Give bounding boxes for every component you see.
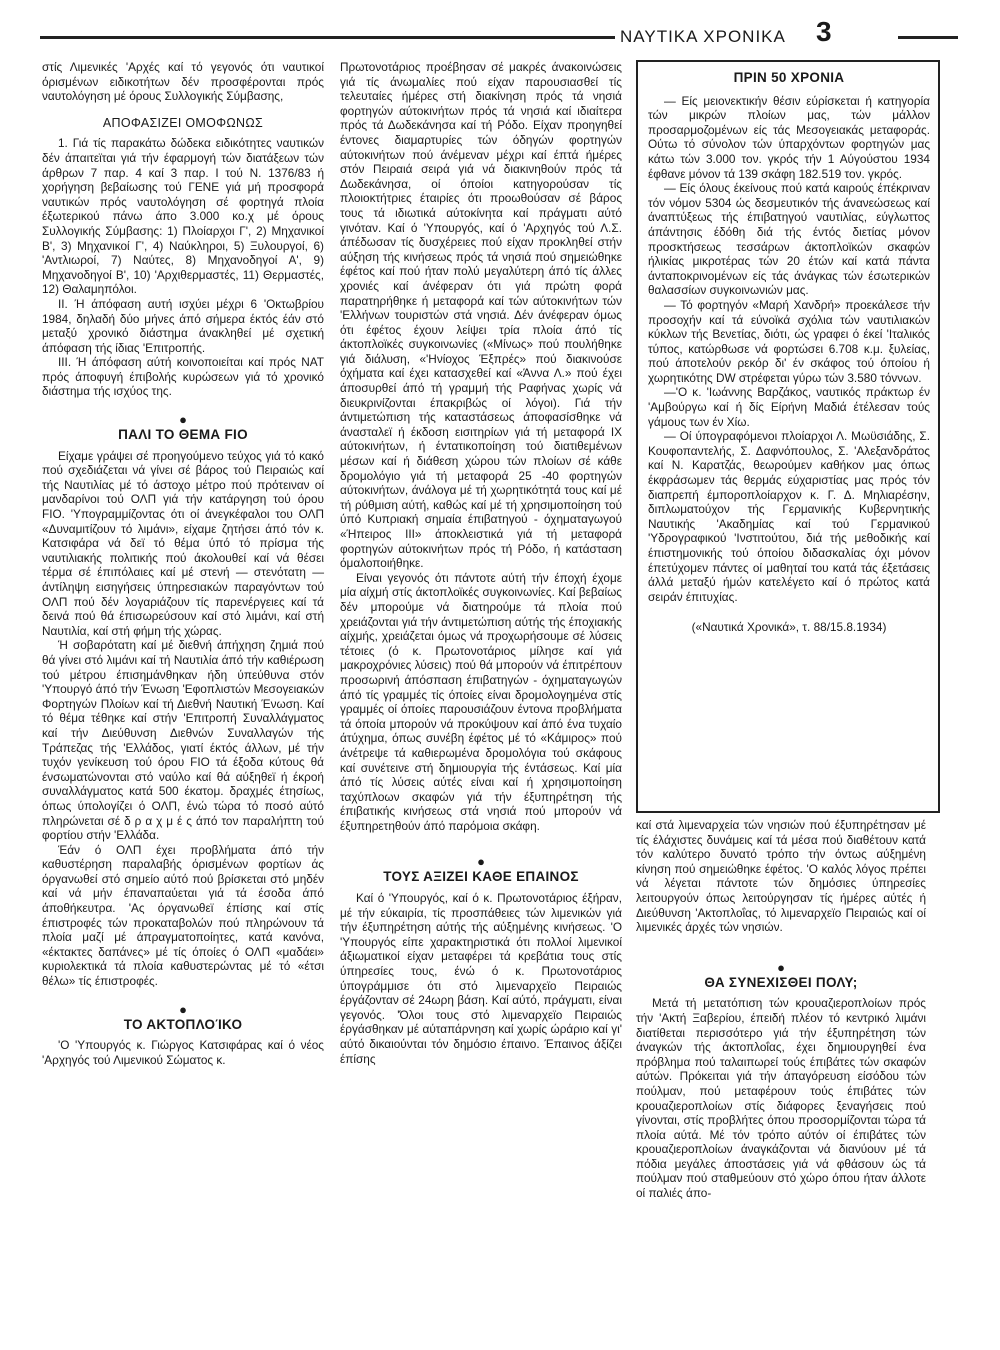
column-1	[42, 60, 324, 1067]
paragraph: — Τό φορτηγόν «Μαρή Χανδρή» προεκάλεσε τήν προσοχήν καί τά εύνοϊκά σχόλια τών ναυτιλιακών κύκλων τής Βενετίας, διότι, ώς γραφει ό έκεί 'Ιταλικός τύπος, κατώρθωσε νά φορτώσει 6.708 κ.μ. ξυλείας, πού άποτελούν ρεκόρ δι' έν σκάφος τού όποίου ή χωρητικότης DW στρέφεται γύρω τών 3.580 τόννων.	[648, 297, 930, 385]
header-rule	[40, 36, 615, 39]
paragraph: καί στά λιμεναρχεία τών νησιών πού έξυπηρέτησαν μέ τίς έλάχιστες δυνάμεις καί τά μέσα πού διαθέτουν κατά τόν καλύτερο δυνατό τρόπο τήν όντως αύξημένη κίνηση πού σημειώθηκε έφέτος. 'Ο καλός λόγος πρέπει νά λέγεται πάντοτε τών δημόσιες ύπηρεσίες λειτουργούν όπως λειτούργησαν τίς ήμέρες αύτές ή Διεύθυνση 'Ακτοπλοΐας, τό λιμεναρχεϊο Πειραιώς καί οί λιμενικές άρχές τών νησιών.	[636, 818, 926, 935]
paragraph: Πρωτονοτάριος προέβησαν σέ μακρές άνακοινώσεις γιά τίς άνωμαλίες πού είχαν παρουσιασθεί τίς τελευταίες ήμέρες στή διακίνηση πρός τά νησιά φορτηγών αύτοκινήτων πρός τά νησιά καί ιδιαίτερα πρός τά Δωδεκάνησα καί τή Ρόδο. Είχαν προηγηθεί έντονες διαμαρτυρίες τών όδηγών φορτηγών αύτοκινήτων πού άνέμεναν μέχρι καί έπτά ήμέρες στόν Πειραιά σειρά γιά νά διακινηθούν πρός τά Δωδεκάνησα, οί όποίοι κατηγορούσαν τίς πλοιοκτήτριες έταιρίες ότι προωθούσαν σέ βάρος τους τά ιδιωτικά αύτοκίνητα καί πράγματι αύτό γινόταν. Καί ό 'Υπουργός, καί ό 'Αρχηγός τού Λ.Σ. άπέδωσαν τίς δυσχέρειες πού είχαν προκληθεί στήν αύξηση τής κινήσεως πρός τά νησιά πού σημειώθηκε έφέτος καί πού ήταν πολύ μεγαλύτερη άπό τίς άλλες χρονιές καί άνέφεραν ότι γιά πρώτη φορά παρατηρήθηκε ή μεταφορά καί τών αύτοκινήτων τών 'Ελλήνων τουριστών στά νησιά. Δέν άνέφεραν όμως ότι έφέτος έχουν λείψει τρία πλοία άπό τίς άκτοπλοϊκές συγκοινωνίες («Μίνως» πού πουλήθηκε γιά διάλυση, «'Ηνίοχος Έξπρές» πού διακινούσε όχήματα καί έχει κατασχεθεί καί «Άννα Λ.» πού έχει άποσυρθεί άπό τή γραμμή τής Ραφήνας χωρίς νά διευκρινίζονται έπακριβώς οί λόγοι). Γιά τήν άντιμετώπιση τής καταστάσεως άποφασίσθηκε νά άνασταλεϊ ή έκδοση εισιτηρίων γιά τή μεταφορά ΙΧ αύτοκινήτων, ή έντατικοποίηση τού διατιθεμένων μέσων καί ή διάθεση χώρου τών πλοίων σέ κάθε δρομολόγιο γιά τή μεταφορά 25 -40 φορτηγών αύτοκινήτων, άνάλογα μέ τή χωρητικότητά τους καί μέ τή ρύθμιση αύτή, καθώς καί μέ τή χρησιμοποίηση τού ύπό Κυπριακή σημαία έπιβατηγού - όχηματαγωγού «Ήπειρος ΙΙΙ» άποκλειστικά γιά τή μεταφορά φορτηγών αύτοκινήτων πρός τή Ρόδο, ή κατάσταση όμαλοποιήθηκε.	[340, 60, 622, 571]
paragraph: 'Ο 'Υπουργός κ. Γιώργος Κατσιφάρας καί ό νέος 'Αρχηγός τού Λιμενικού Σώματος κ.	[42, 1038, 324, 1067]
paragraph: — Είς όλους έκείνους πού κατά καιρούς έπέκριναν τόν νόμον 5304 ώς δεσμευτικόν τής άνανεώσεως καί άναπτύξεως τής έπιβατηγού ναυτιλίας, εύγλωττος άπάντησις έδόθη διά τής έντός διετίας μόνον προσκτήσεως τεσσάρων άκτοπλοϊκών σκαφών ήλικίας μικροτέρας τών 20 έτών καί κατά πάντα άνταποκρινομένων είς τάς άνάγκας τών έσωτερικών θαλασσίων συγκοινωνιών μας.	[648, 181, 930, 298]
bullet-separator: ●	[777, 959, 785, 975]
article-heading-fio: ΠΑΛΙ ΤΟ ΘΕΜΑ FIO	[118, 427, 248, 443]
paragraph: Έάν ό ΟΛΠ έχει προβλήματα άπό τήν καθυστέρηση παραλαβής όρισμένων φορτίων άς όργανωθεί στό σημείο αύτό πού βρίσκεται στό μηδέν καί νά μήν έπαναπαύεται γιά τά έσοδα άπό άποθήκευτρα. 'Ας όργανωθεϊ έπίσης καί στίς έπιστροφές τών προκαταβολών πού πληρώνουν τά πλοία μαζί μέ άπραγματοποίητες, κατά κανόνα, «έκτακτες δαπάνες» μέ τίς όποίες ό ΟΛΠ «μαδάει» κυριολεκτικά τά πλοία καθυστερώντας μέ τό «έτσι θέλω» τίς έπιστροφές.	[42, 842, 324, 989]
page-header	[30, 14, 970, 48]
publication-title: ΝΑΥΤΙΚΑ ΧΡΟΝΙΚΑ	[620, 27, 786, 46]
bullet-separator: ●	[179, 412, 187, 428]
column-3	[636, 818, 926, 1201]
paragraph: Ή σοβαρότατη καί μέ διεθνή άπήχηση ζημιά πού θά γίνει στό λιμάνι καί τή Ναυτιλία άπό τήν καθιέρωση τού μέτρου έπισημάνθηκαν ήδη ύπεύθυνα στόν 'Υπουργό άπό τήν Ένωση 'Εφοπλιστών Μεσογειακών Φορτηγών Πλοίων καί τή Διεθνή Ναυτική Ένωση. Καί τό θέμα τέθηκε καί στήν 'Επιτροπή Συναλλάγματος καί τήν Διεύθυνση Διεθνών Συναλλαγών τής Τράπεζας τής 'Ελλάδος, γιατί έκτός άλλων, μέ τήν τυχόν γενίκευση τού όρου FIO τά έξοδα κύτους θά ένσωματώνονται στό ναύλο καί θά αύξηθεϊ ή έκροή συναλλάγματος κατά 500 έκατομ. δραχμές έτησίως, όπως ύπολογίζει ό ΟΛΠ, ένώ τώρα τό ποσό αύτό πληρώνεται σέ δ ρ α χ μ έ ς άπό τον παραλήπτη τού φορτίου στήν 'Ελλάδα.	[42, 638, 324, 843]
article-heading-cruise: ΘΑ ΣΥΝΕΧΙΣΘΕΙ ΠΟΛΥ;	[704, 974, 858, 990]
article-heading-coastal: ΤΟ ΑΚΤΟΠΛΟΊΚΟ	[123, 1016, 243, 1032]
paragraph: —'Ο κ. 'Ιωάννης Βαρζάκος, ναυτικός πράκτωρ έν 'Αμβούργω καί ή δίς Είρήνη Μαδιά έτέλεσαν τούς γάμους των έν Χίω.	[648, 385, 930, 429]
paragraph: II. Ή άπόφαση αυτή ισχύει μέχρι 6 'Οκτωβρίου 1984, δηλαδή δύο μήνες άπό σήμερα έκτός έάν στό μεταξύ χρονικό διάστημα άνακληθεί μέ σχετική άπόφαση τής ίδιας 'Επιτροπής.	[42, 296, 324, 355]
sidebar-credit: («Ναυτικά Χρονικά», τ. 88/15.8.1934)	[691, 620, 887, 635]
paragraph: στίς Λιμενικές 'Αρχές καί τό γεγονός ότι ναυτικοί όρισμένων ειδικοτήτων δέν προσφέρονται πρός ναυτολόγηση μέ όρους Συλλογικής Σύμβασης,	[42, 60, 324, 104]
paragraph: Μετά τή μετατόπιση τών κρουαζιεροπλοίων πρός τήν 'Ακτή Ξαβερίου, έπειδή πλέον τό κεντρικό λιμάνι διατίθεται περισσότερο γιά τήν έξυπηρέτηση τών άναγκών τής άκτοπλοΐας, έχει δημιουργηθεί ένα πρόβλημα πού ταλαιπωρεί τούς έπιβάτες τών σκαφών αύτών. Πρόκειται γιά τήν άπαγόρευση είσόδου τών πούλμαν, πού μεταφέρουν τούς έπιβάτες τών κρουαζιεροπλοίων στίς διάφορες ξεναγήσεις πού γίνονται, στίς προβλήτες όπου προσορμίζονται τώρα τά πλοία αύτά. Μέ τόν τρόπο αύτόν οί έπιβάτες τών κρουαζιεροπλοίων άναγκάζονται νά διανύουν μέ τά πόδια μεγάλες άποστάσεις γιά νά φθάσουν ώς τά πούλμαν πού σταθμεύουν στό χώρο όπου ήταν άλλοτε οί παλιές άπο-	[636, 996, 926, 1201]
sidebar-heading: ΠΡΙΝ 50 ΧΡΟΝΙΑ	[733, 70, 845, 85]
paragraph: Είχαμε γράψει σέ προηγούμενο τεύχος γιά τό κακό πού σχεδιάζεται νά γίνει σέ βάρος τού Πειραιώς καί τής Ναυτιλίας μέ τό άστοχο μέτρο πού πρότειναν οί μανδαρίνοι τού ΟΛΠ γιά τήν κατάργηση τού όρου FIO. 'Υπογραμμίζοντας ότι οί άνεγκέφαλοι του ΟΛΠ «Δυναμιτίζουν τό λιμάνι», είχαμε ζητήσει άπό τόν κ. Κατσιφάρα νά δεϊ τό θέμα ύπό τό πρίσμα τής ναυτιλιακής πολιτικής πού άκολουθεί καί νά θέσει τέρμα σέ έπιπόλαιες καί μέ στενή — στενότατη — άντίληψη εισηγήσεις ύπηρεσιακών παραγόντων τού ΟΛΠ πού δέν λογαριάζουν τίς παρενέργειες καί τά δεινά πού θά έπισωρεύσουν καί στό λιμάνι, καί στή Ναυτιλία, καί στή φήμη τής χώρας.	[42, 448, 324, 638]
decision-heading: ΑΠΟΦΑΣΙΖΕΙ ΟΜΟΦΩΝΩΣ	[102, 115, 264, 130]
bullet-separator: ●	[179, 1001, 187, 1017]
header-rule-right	[898, 36, 958, 39]
paragraph: III. Ή άπόφαση αύτή κοινοποιείται καί πρός ΝΑΤ πρός άποφυγή έπιβολής κυρώσεων γιά τό χρονικό διάστημα τής ισχύος της.	[42, 355, 324, 399]
bullet-separator: ●	[477, 854, 485, 870]
paragraph: 1. Γιά τίς παρακάτω δώδεκα ειδικότητες ναυτικών δέν άπαιτεϊται γιά τήν έφαρμογή τών διατάξεων τών άρθρων 7 παρ. 4 καί 3 παρ. Ι τού Ν. 1376/83 ή χορήγηση βεβαίωσης τού ΓΕΝΕ γιά μή προσφορά ναυτικών πρός ναυτολόγηση σέ φορτηγά πλοία έξωτερικού πάνω άπο 3.000 κο.χ μέ όρους Συλλογικής Σύμβασης: 1) Πλοίαρχοι Γ', 2) Μηχανικοί Β', 3) Μηχανικοί Γ', 4) Ναύκληροι, 5) Ξυλουργοί, 6) 'Αντλιωροί, 7) Ναύτες, 8) Μηχανοδηγοί Α', 9) Μηχανοδηγοί Β', 10) 'Αρχιθερμαστές, 11) Θερμαστές, 12) Θαλαμηπόλοι.	[42, 136, 324, 297]
page-number: 3	[816, 16, 832, 47]
sidebar-box-50-years	[636, 60, 940, 813]
paragraph: — Οί ύπογραφόμενοι πλοίαρχοι Λ. Μωϋσιάδης, Σ. Κουφοπαντελής, Σ. Δαφνόπουλος, Σ. 'Αλεξανδράτος καί Ν. Καρατζάς, θεωρούμεν καθήκον μας όπως έκφράσωμεν τάς θερμάς εύχαριστίας μας πρός τόν διαπρεπή έμποροπλοίαρχον κ. Γ. Δ. Μηλιαρέσην, διπλωματούχον τής Γερμανικής Κυβερνητικής Ναυτικής 'Ακαδημίας καί τού Γερμανικού 'Υδρογραφικού 'Ινστιτούτου, διά τής μεθοδικής καί έπιστημονικής τού όποίου διδασκαλίας όχι μόνον έπετύχομεν πάντες οί μαθηταί του κατά τάς έξετάσεις άλλά μεταξύ ήμών κατελέγετο καί ό πρώτος κατά σειράν έπιτυχίας.	[648, 429, 930, 604]
paragraph: — Είς μειονεκτικήν θέσιν εύρίσκεται ή κατηγορία τών μικρών πλοίων μας, τών μάλλον προσαρμοζομένων είς τάς Μεσογειακάς μεταφοράς. Ούτω τό σύνολον τών ύπαρχόντων φορτηγών μας κάτω τών 3.000 τον. γκρός τήν 1 Αύγούστου 1934 έφθανε μόνον τά 139 σκάφη 182.519 τον. γκρός.	[648, 93, 930, 181]
paragraph: Καί ό 'Υπουργός, καί ό κ. Πρωτονοτάριος έξήραν, μέ τήν εύκαιρία, τίς προσπάθειες τών λιμενικών γιά τήν έξυπηρέτηση αύτής τής αύξημένης κινήσεως. 'Ο 'Υπουργός είπε χαρακτηριστικά ότι πολλοί λιμενικοί άξιωματικοί είχαν μεταφέρει τά κρεβάτια τους στίς ύπηρεσίες τους, ένώ ό κ. Πρωτονοτάριος ύπογράμμισε ότι στό λιμεναρχεϊο Πειραιώς έργάζονταν σέ 24ωρη βάση. Καί αύτό, πράγματι, είναι γεγονός. 'Όλοι τους στό λιμεναρχεϊο Πειραιώς έργάσθηκαν μέ αύταπάρνηση καί χωρίς ώράριο καί γι' αύτό δικαιούνται τόν δημόσιο έπαινο. Έπαινος άξίζει έπίσης	[340, 891, 622, 1066]
column-2	[340, 60, 622, 1066]
paragraph: Είναι γεγονός ότι πάντοτε αύτή τήν έποχή έχομε μία αίχμή στίς άκτοπλοϊκές συγκοινωνίες. Καί βεβαίως δέν μπορούμε νά διατηρούμε τά πλοία πού χρειάζονται γιά τήν άντιμετώπιση αύτής τής έποχιακής αίχμής, χρειάζεται όμως νά προχωρήσουμε σέ λύσεις τέτοιες (ό κ. Πρωτονοτάριος μίλησε καί γιά μακροχρόνιες λύσεις) πού θά μπορούν νά έπιτρέπουν προσωρινή άπόσπαση έπιβατηγών - όχηματαγωγών άπό τίς γραμμές τίς όποίες είναι δρομολογημένα στίς γραμμές οί όποίες παρουσιάζουν έντονα προβλήματα τά όποία μπορούν νά προκύψουν καί άπό ένα τυχαίο άτύχημα, όπως συνέβη έφέτος μέ τό «Κάμιρος» πού άνέτρεψε τά καθιερωμένα δρομολόγια τού σκάφους καί συνέτεινε στή δημιουργία τής έντάσεως. Καί μία άπό τίς λύσεις αύτές είναι καί ή χρησιμοποίηση ταχύπλοων σκαφών γιά τήν έξυπηρέτηση τής έπιβατικής κινήσεως στά νησιά πού μπορούν νά έξυπηρετηθούν άπό παρόμοια σκάφη.	[340, 570, 622, 833]
article-heading-praise: ΤΟΥΣ ΑΞΙΖΕΙ ΚΑΘΕ ΕΠΑΙΝΟΣ	[383, 869, 579, 885]
